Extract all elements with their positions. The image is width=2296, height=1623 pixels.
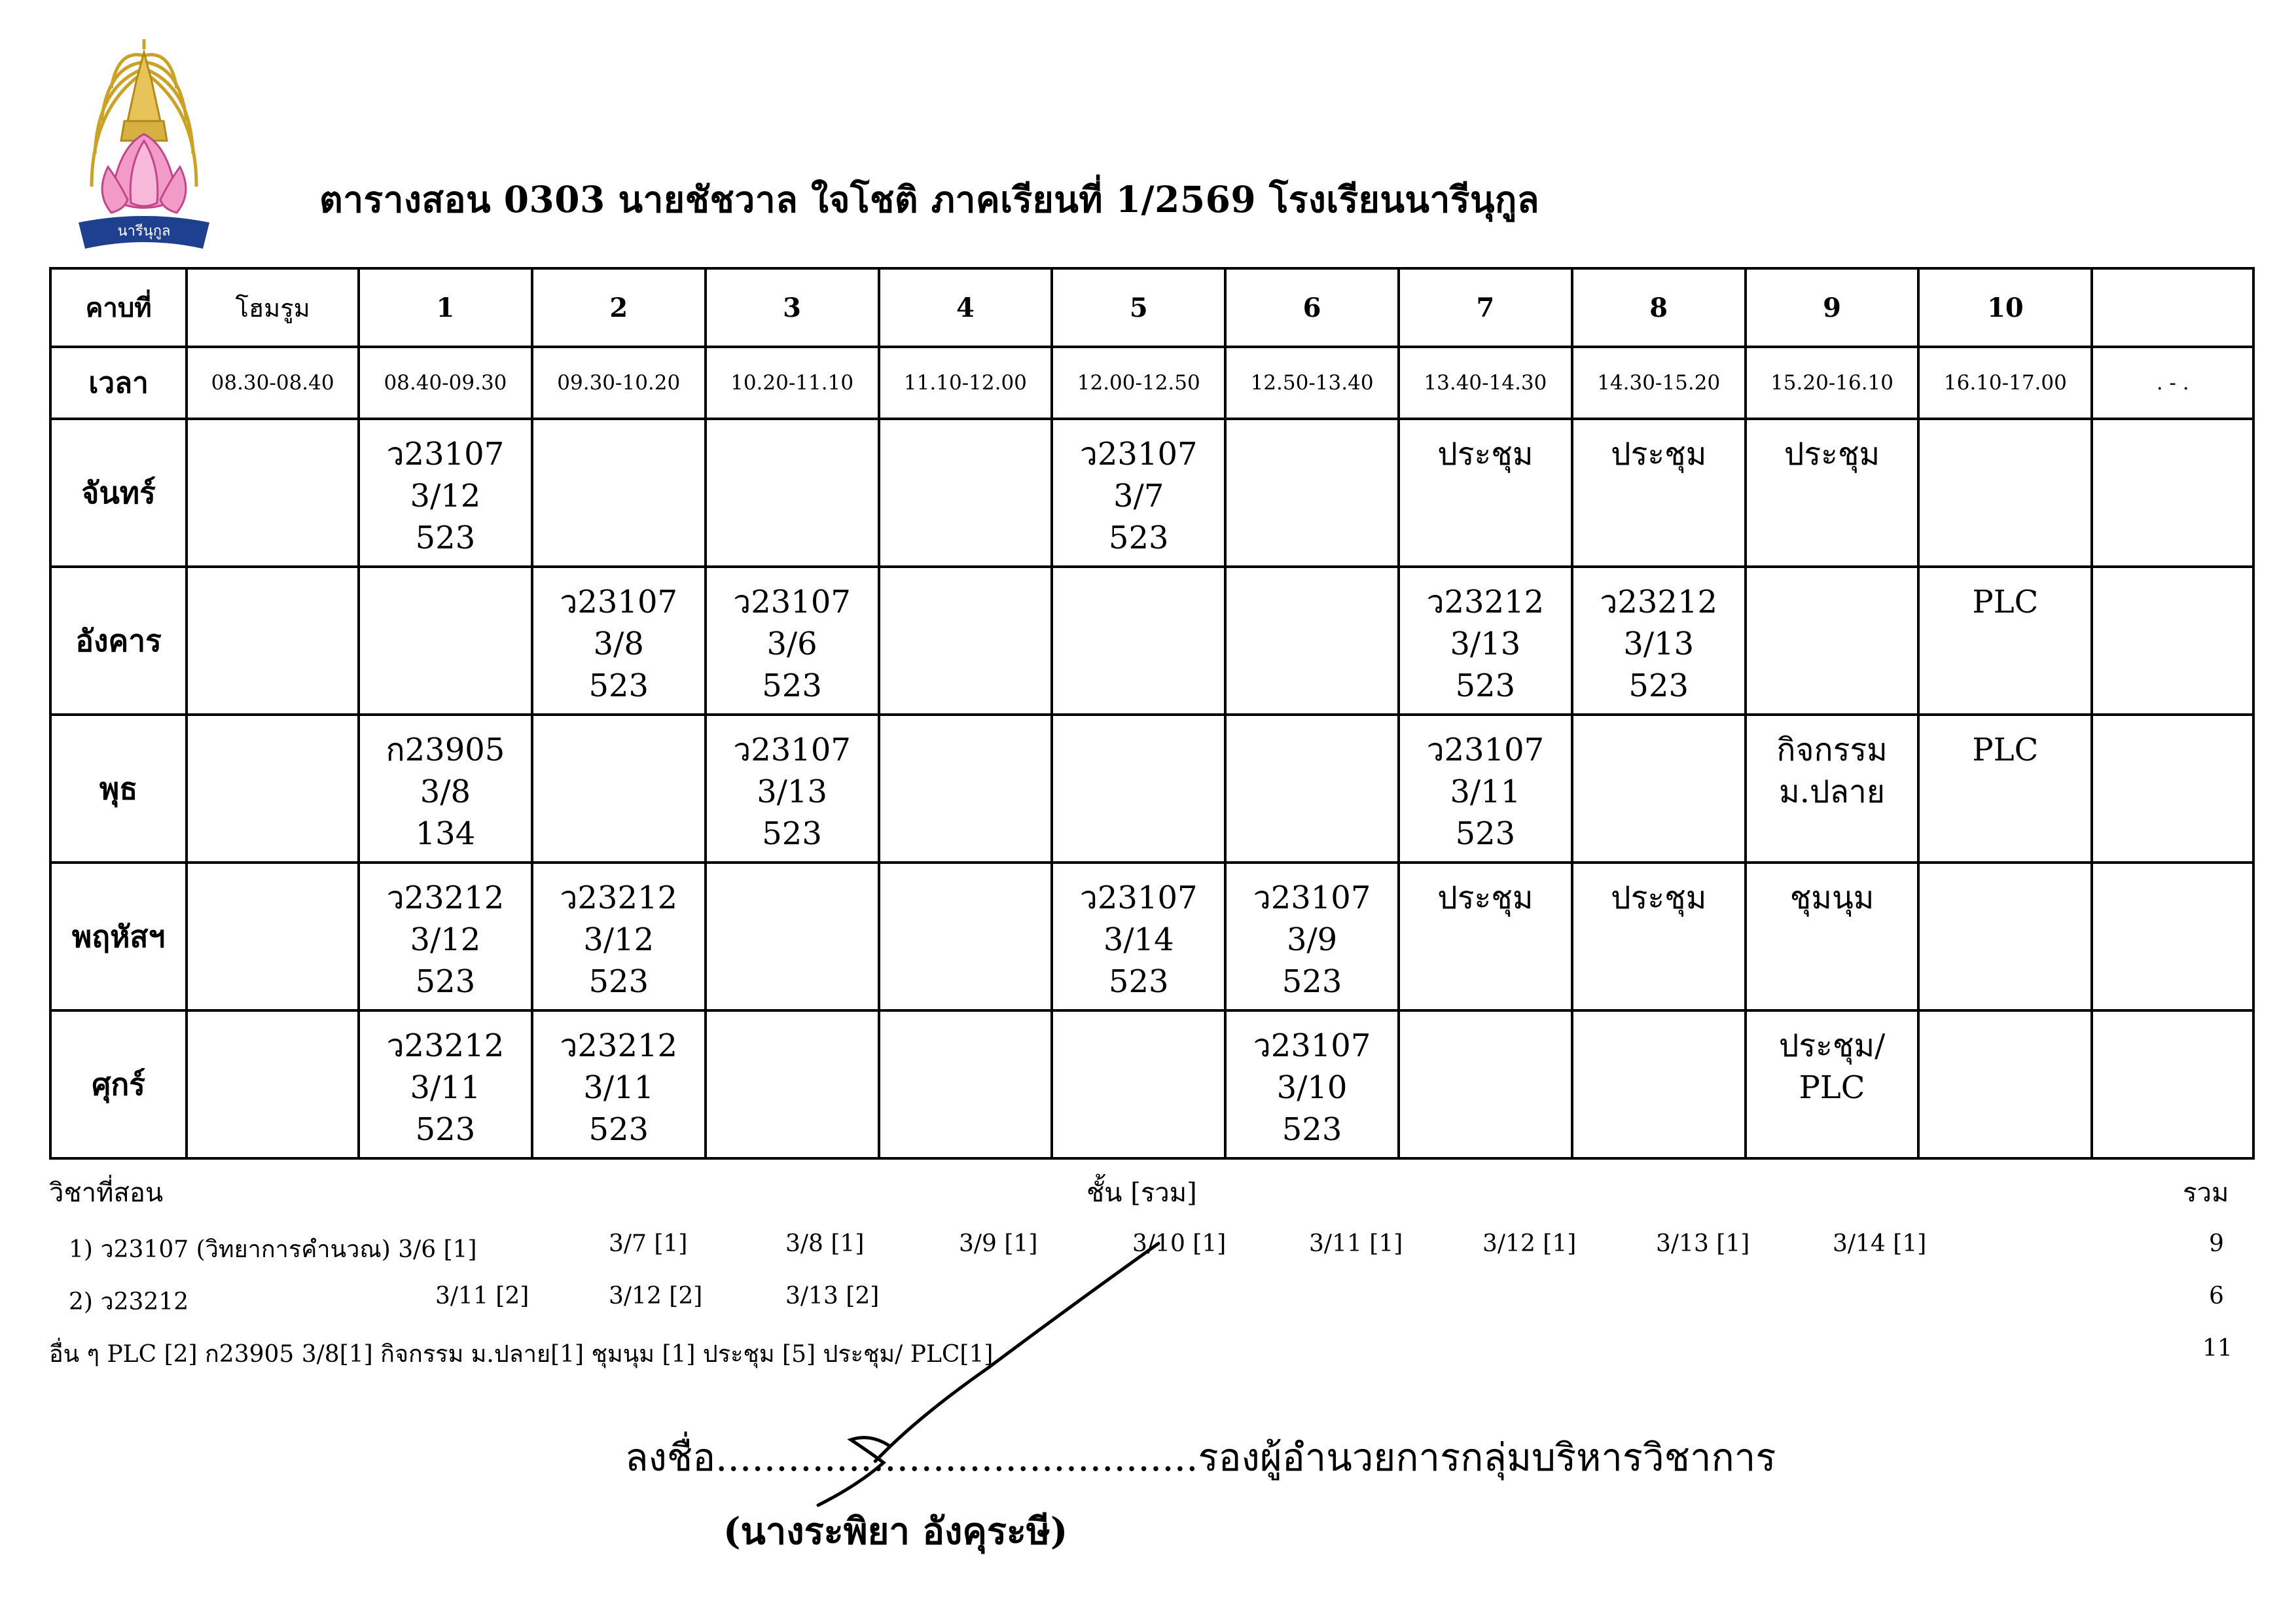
period-header: โฮมรูม — [187, 268, 359, 347]
time-slot: 12.00-12.50 — [1052, 347, 1225, 419]
schedule-cell — [359, 567, 532, 715]
period-header: 6 — [1225, 268, 1399, 347]
cell-text: 3/14 — [1103, 921, 1174, 958]
schedule-cell — [2092, 1010, 2253, 1158]
time-slot: 14.30-15.20 — [1572, 347, 1746, 419]
day-label: ศุกร์ — [50, 1010, 187, 1158]
cell-text: 3/10 — [1276, 1069, 1348, 1106]
cell-text: 523 — [1282, 1111, 1342, 1148]
signer-name: (นางระพิยา อังคุระษี) — [723, 1510, 1068, 1553]
summary-row-1-label: 1) ว23107 (วิทยาการคำนวณ) 3/6 [1] — [69, 1236, 477, 1263]
logo-text: นารีนุกูล — [117, 223, 171, 240]
cell-text: ว23107 — [1079, 880, 1198, 916]
schedule-cell — [532, 715, 706, 863]
cell-text: PLC — [1972, 584, 2039, 620]
schedule-cell — [879, 1010, 1052, 1158]
period-header: 10 — [1918, 268, 2092, 347]
period-header: 4 — [879, 268, 1052, 347]
summary-item: 3/13 [1] — [1656, 1230, 1750, 1257]
time-slot: 08.30-08.40 — [187, 347, 359, 419]
summary-row-2-label: 2) ว23212 — [69, 1289, 189, 1315]
handwritten-signature — [792, 1237, 1185, 1512]
schedule-cell — [1052, 567, 1225, 715]
time-row — [50, 347, 2253, 419]
cell-text: 3/12 — [583, 921, 655, 958]
schedule-cell — [879, 419, 1052, 567]
schedule-cell — [1746, 1010, 1919, 1158]
cell-text: ประชุม — [1437, 436, 1534, 473]
cell-text: กิจกรรม — [1776, 732, 1888, 768]
schedule-cell — [187, 567, 359, 715]
cell-text: 3/13 — [1450, 626, 1521, 662]
schedule-cell — [879, 567, 1052, 715]
cell-text: ก23905 — [386, 732, 505, 768]
cell-text: PLC — [1799, 1069, 1865, 1106]
cell-text: ว23212 — [386, 1027, 505, 1064]
schedule-cell — [359, 715, 532, 863]
summary-row-3-total: 11 — [2202, 1335, 2233, 1362]
schedule-cell — [2092, 419, 2253, 567]
cell-text: 523 — [1108, 963, 1169, 1000]
total-label: รวม — [2183, 1178, 2229, 1208]
schedule-cell — [706, 863, 879, 1010]
schedule-cell — [706, 419, 879, 567]
summary-item: 3/7 [1] — [609, 1230, 688, 1257]
cell-text: ประชุม — [1784, 436, 1880, 473]
cell-text: ชุมนุม — [1789, 880, 1874, 916]
schedule-cell — [1225, 1010, 1399, 1158]
cell-text: 3/8 — [420, 774, 471, 810]
schedule-cell — [1572, 567, 1746, 715]
cell-text: 3/9 — [1286, 921, 1338, 958]
summary-item: 3/12 [1] — [1482, 1230, 1577, 1257]
time-slot: 12.50-13.40 — [1225, 347, 1399, 419]
time-slot: 16.10-17.00 — [1918, 347, 2092, 419]
schedule-cell — [1746, 715, 1919, 863]
day-label: พุธ — [50, 715, 187, 863]
summary-item: 3/8 [1] — [785, 1230, 865, 1257]
schedule-cell — [2092, 715, 2253, 863]
cell-text: ประชุม/ — [1778, 1027, 1886, 1064]
day-row — [50, 419, 2253, 567]
schedule-cell — [359, 1010, 532, 1158]
schedule-cell — [1572, 715, 1746, 863]
schedule-cell — [187, 1010, 359, 1158]
time-slot: 09.30-10.20 — [532, 347, 706, 419]
schedule-cell — [1225, 863, 1399, 1010]
schedule-cell — [1225, 715, 1399, 863]
cell-text: PLC — [1972, 732, 2039, 768]
cell-text: 3/11 — [1450, 774, 1521, 810]
cell-text: 523 — [1628, 668, 1689, 704]
schedule-cell — [359, 419, 532, 567]
schedule-cell — [1746, 863, 1919, 1010]
schedule-cell — [706, 1010, 879, 1158]
cell-text: 523 — [1108, 520, 1169, 556]
day-row — [50, 567, 2253, 715]
cell-text: 523 — [1282, 963, 1342, 1000]
schedule-cell — [359, 863, 532, 1010]
cell-text: 3/13 — [757, 774, 827, 810]
schedule-cell — [1399, 419, 1572, 567]
period-header: 3 — [706, 268, 879, 347]
cell-text: ว23107 — [1253, 1027, 1371, 1064]
cell-text: ว23107 — [1426, 732, 1545, 768]
schedule-cell — [1572, 419, 1746, 567]
summary-row-3-label: อื่น ๆ PLC [2] ก23905 3/8[1] กิจกรรม ม.ปลาย[1] ชุมนุม [1] ประชุม [5] ประชุม/ PLC[1] — [49, 1341, 994, 1368]
cell-text: 3/8 — [593, 626, 644, 662]
cell-text: 3/13 — [1623, 626, 1695, 662]
cell-text: 523 — [588, 963, 649, 1000]
schedule-cell — [532, 567, 706, 715]
subjects-label: วิชาที่สอน — [49, 1178, 164, 1208]
schedule-cell — [1052, 419, 1225, 567]
cell-text: ว23107 — [733, 732, 851, 768]
cell-text: 3/7 — [1113, 478, 1164, 514]
schedule-cell — [2092, 567, 2253, 715]
schedule-cell — [187, 419, 359, 567]
school-logo — [72, 36, 216, 255]
day-label: พฤหัสฯ — [50, 863, 187, 1010]
schedule-cell — [706, 567, 879, 715]
period-label: คาบที่ — [50, 268, 187, 347]
schedule-cell — [1052, 863, 1225, 1010]
cell-text: 523 — [588, 1111, 649, 1148]
time-slot: 13.40-14.30 — [1399, 347, 1572, 419]
schedule-cell — [1746, 567, 1919, 715]
schedule-cell — [532, 1010, 706, 1158]
summary-item: 3/13 [2] — [785, 1283, 880, 1310]
cell-text: ประชุม — [1437, 880, 1534, 916]
schedule-cell — [1225, 567, 1399, 715]
cell-text: 523 — [762, 815, 822, 852]
cell-text: ประชุม — [1611, 436, 1707, 473]
schedule-cell — [1918, 715, 2092, 863]
cell-text: 523 — [415, 963, 476, 1000]
schedule-cell — [187, 715, 359, 863]
schedule-cell — [879, 715, 1052, 863]
cell-text: 523 — [1455, 815, 1516, 852]
cell-text: 523 — [762, 668, 822, 704]
cell-text: 523 — [1455, 668, 1516, 704]
summary-row-2-total: 6 — [2209, 1283, 2224, 1310]
summary-item: 3/12 [2] — [609, 1283, 703, 1310]
cell-text: ว23107 — [386, 436, 505, 473]
cell-text: ว23212 — [560, 1027, 678, 1064]
period-header: 8 — [1572, 268, 1746, 347]
cell-text: ว23107 — [733, 584, 851, 620]
schedule-cell — [532, 863, 706, 1010]
day-row — [50, 863, 2253, 1010]
summary-item: 3/11 [2] — [435, 1283, 529, 1310]
schedule-cell — [1399, 567, 1572, 715]
day-row — [50, 1010, 2253, 1158]
cell-text: 523 — [415, 1111, 476, 1148]
schedule-cell — [1918, 863, 2092, 1010]
classes-label: ชั้น [รวม] — [1086, 1178, 1197, 1208]
cell-text: 523 — [588, 668, 649, 704]
summary-row-1-total: 9 — [2209, 1230, 2224, 1257]
period-header: 7 — [1399, 268, 1572, 347]
page-title: ตารางสอน 0303 นายชัชวาล ใจโชติ ภาคเรียนที่ 1/2569 โรงเรียนนารีนุกูล — [319, 178, 1540, 221]
logo-lotus — [102, 134, 186, 213]
cell-text: ว23212 — [386, 880, 505, 916]
schedule-cell — [1052, 715, 1225, 863]
cell-text: 3/12 — [410, 921, 481, 958]
summary-item: 3/10 [1] — [1132, 1230, 1227, 1257]
summary-item: 3/9 [1] — [959, 1230, 1038, 1257]
logo-crown — [128, 52, 160, 121]
schedule-cell — [1052, 1010, 1225, 1158]
period-header: 9 — [1746, 268, 1919, 347]
schedule-cell — [1225, 419, 1399, 567]
timetable — [49, 267, 2255, 1160]
schedule-cell — [1572, 1010, 1746, 1158]
schedule-cell — [879, 863, 1052, 1010]
cell-text: ม.ปลาย — [1779, 774, 1885, 810]
schedule-cell — [1572, 863, 1746, 1010]
schedule-cell — [1399, 1010, 1572, 1158]
cell-text: ว23107 — [1253, 880, 1371, 916]
cell-text: 134 — [415, 815, 476, 852]
cell-text: 3/11 — [410, 1069, 481, 1106]
time-slot: 08.40-09.30 — [359, 347, 532, 419]
cell-text: ประชุม — [1611, 880, 1707, 916]
period-header: 5 — [1052, 268, 1225, 347]
period-header: 2 — [532, 268, 706, 347]
schedule-cell — [1918, 1010, 2092, 1158]
period-row — [50, 268, 2253, 347]
schedule-cell — [532, 419, 706, 567]
schedule-cell — [187, 863, 359, 1010]
day-label: อังคาร — [50, 567, 187, 715]
schedule-cell — [706, 715, 879, 863]
schedule-cell — [2092, 863, 2253, 1010]
signature-line: ลงชื่อ........................................รองผู้อำนวยการกลุ่มบริหารวิชาการ — [625, 1435, 1776, 1480]
cell-text: 3/6 — [766, 626, 817, 662]
schedule-cell — [1918, 567, 2092, 715]
cell-text: ว23212 — [1600, 584, 1718, 620]
time-slot: . - . — [2092, 347, 2253, 419]
cell-text: ว23212 — [560, 880, 678, 916]
schedule-cell — [1918, 419, 2092, 567]
cell-text: ว23212 — [1426, 584, 1545, 620]
summary-item: 3/14 [1] — [1833, 1230, 1927, 1257]
schedule-cell — [1399, 863, 1572, 1010]
cell-text: ว23107 — [1079, 436, 1198, 473]
schedule-cell — [1399, 715, 1572, 863]
schedule-cell — [1746, 419, 1919, 567]
time-label: เวลา — [50, 347, 187, 419]
cell-text: 3/11 — [583, 1069, 655, 1106]
cell-text: 523 — [415, 520, 476, 556]
time-slot: 10.20-11.10 — [706, 347, 879, 419]
day-row — [50, 715, 2253, 863]
period-header: 1 — [359, 268, 532, 347]
period-header — [2092, 268, 2253, 347]
day-label: จันทร์ — [50, 419, 187, 567]
cell-text: ว23107 — [560, 584, 678, 620]
cell-text: 3/12 — [410, 478, 481, 514]
time-slot: 11.10-12.00 — [879, 347, 1052, 419]
time-slot: 15.20-16.10 — [1746, 347, 1919, 419]
summary-item: 3/11 [1] — [1309, 1230, 1403, 1257]
